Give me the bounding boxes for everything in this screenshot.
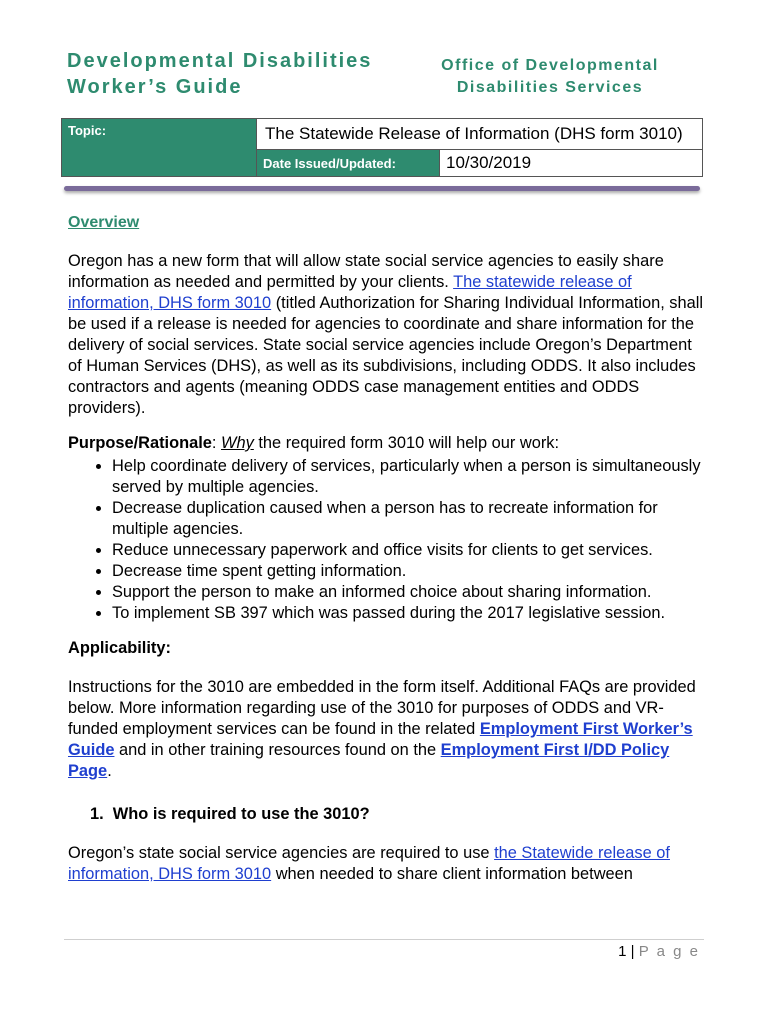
employment-first-policy-link[interactable]: Employment First I/DD Policy Page: [68, 741, 670, 780]
purpose-why: Why: [221, 434, 254, 452]
page-number: 1: [618, 943, 627, 960]
guide-title-line1: Developmental Disabilities: [67, 50, 373, 72]
list-item: • Decrease time spent getting information.: [112, 561, 704, 582]
footer-divider: [64, 939, 704, 940]
statewide-release-link[interactable]: the Statewide release of information, DHS form 3010: [68, 844, 670, 883]
purpose-rest: the required form 3010 will help our work:: [253, 434, 560, 452]
question-1-number: 1.: [90, 805, 104, 823]
question-1-heading: [68, 804, 704, 825]
employment-first-guide-link[interactable]: Employment First Worker’s Guide: [68, 720, 693, 759]
question-1-text-start: Oregon’s state social service agencies are required to use: [68, 844, 495, 862]
list-item: • Decrease duplication caused when a person has to recreate information for multiple agencies.: [112, 498, 704, 540]
list-item: • To implement SB 397 which was passed during the 2017 legislative session.: [112, 603, 704, 624]
topic-value: The Statewide Release of Information (DHS form 3010): [257, 119, 703, 150]
main-content: [68, 212, 704, 899]
date-issued-label: Date Issued/Updated:: [257, 150, 440, 177]
applicability-text-mid: and in other training resources found on the: [114, 741, 441, 759]
office-name-line1: Office of Developmental: [441, 57, 659, 74]
office-name: [400, 55, 700, 99]
purpose-line: [68, 433, 704, 454]
list-item: • Help coordinate delivery of services, particularly when a person is simultaneously served by multiple agencies.: [112, 456, 704, 498]
applicability-paragraph: [68, 677, 704, 782]
applicability-text-start: Instructions for the 3010 are embedded in the form itself. Additional FAQs are provided below. More information regarding use of the 3010 for purposes of ODDS and VR-funded employment services can be found in the related: [68, 678, 696, 738]
list-item: • Support the person to make an informed choice about sharing information.: [112, 582, 704, 603]
date-issued-value: 10/30/2019: [440, 150, 703, 177]
topic-label: Topic:: [62, 119, 257, 177]
page-label: P a g e: [638, 943, 700, 960]
purpose-colon: :: [211, 434, 222, 452]
list-item: • Reduce unnecessary paperwork and office visits for clients to get services.: [112, 540, 704, 561]
guide-title-line2: Worker’s Guide: [67, 76, 243, 98]
header-divider: [64, 186, 700, 191]
page-separator: |: [630, 943, 635, 960]
guide-title: [67, 48, 372, 100]
question-1-text: Who is required to use the 3010?: [112, 805, 370, 823]
applicability-heading: Applicability:: [68, 639, 171, 657]
question-1-paragraph: [68, 843, 704, 885]
overview-text-end: (titled Authorization for Sharing Individual Information, shall be used if a release is needed for agencies to coordinate and share information for the delivery of social services. State social service agencies include Oregon’s Department of Human Services (DHS), as well as its subdivisions, including ODDS. It also includes contractors and agents (meaning ODDS case management entities and ODDS providers).: [68, 294, 704, 417]
topic-info-table: [61, 118, 703, 177]
office-name-line2: Disabilities Services: [456, 79, 644, 96]
applicability-text-end: .: [107, 762, 112, 780]
page-footer: [618, 943, 700, 960]
question-1-text-end: when needed to share client information between: [271, 865, 633, 883]
purpose-label: Purpose/Rationale: [68, 434, 212, 452]
overview-paragraph: [68, 251, 704, 419]
form-3010-link[interactable]: The statewide release of information, DHS form 3010: [68, 273, 632, 312]
overview-text-start: Oregon has a new form that will allow state social service agencies to easily share information as needed and permitted by your clients.: [68, 252, 664, 291]
purpose-list: [68, 456, 704, 624]
overview-heading: Overview: [68, 214, 140, 231]
